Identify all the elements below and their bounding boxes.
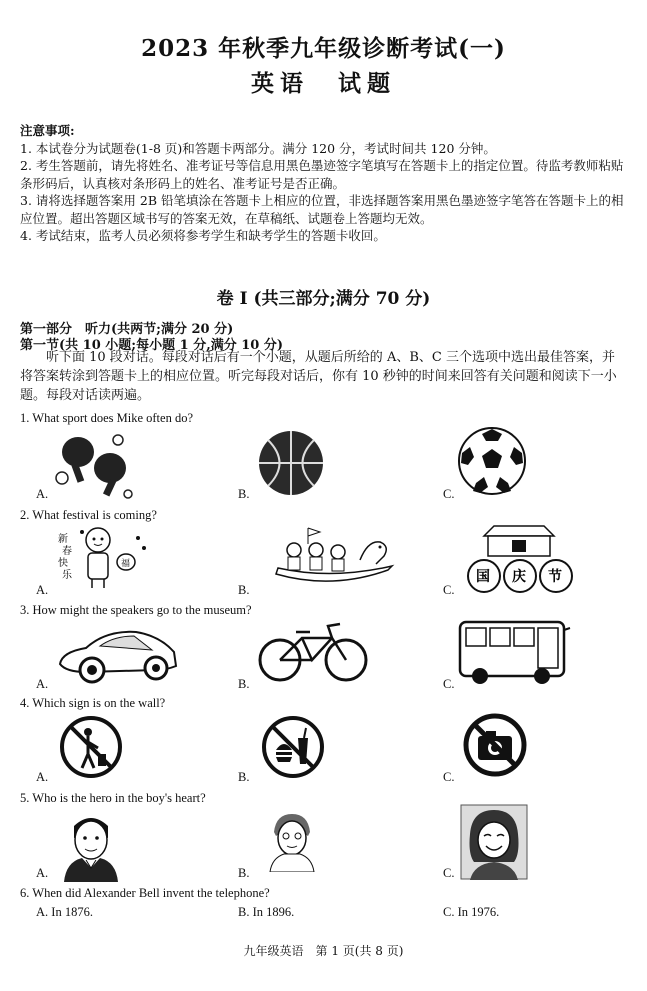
q5-option-a: A.	[36, 866, 49, 880]
question-3: 3. How might the speakers go to the museum?	[20, 603, 252, 617]
exam-title: 2023 年秋季九年级诊断考试(一)	[141, 35, 506, 62]
pic-char-4: 乐	[62, 570, 72, 581]
notice-item-4: 4. 考试结束，监考人员必须将参考学生和缺考学生的答题卡收回。	[20, 228, 386, 243]
pic-char-1: 新	[58, 534, 68, 545]
section-heading: 第一节(共 10 小题;每小题 1 分,满分 10 分)	[20, 338, 284, 353]
no-food-drink-sign-icon	[260, 714, 326, 780]
pic-char-2: 春	[62, 546, 72, 557]
question-1: 1. What sport does Mike often do?	[20, 411, 193, 425]
no-photos-sign-icon	[462, 712, 528, 778]
q2-option-b: B.	[238, 583, 250, 597]
portrait-2-icon	[262, 808, 322, 872]
page-footer: 九年级英语 第 1 页(共 8 页)	[243, 944, 404, 958]
notice-item-2: 2. 考生答题前，请先将姓名、准考证号等信息用黑色墨迹签字笔填写在答题卡上的指定位置。待监考教师粘贴条形码后，认真核对条形码上的姓名、准考证号是否正确。	[20, 158, 624, 191]
football-icon	[456, 425, 528, 497]
q4-option-a: A.	[36, 770, 49, 784]
portrait-1-icon	[58, 808, 124, 882]
pic-char-qing: 庆	[512, 569, 526, 585]
instructions: 听下面 10 段对话。每段对话后有一个小题，从题后所给的 A、B、C 三个选项中选出最佳答案，并将答案转涂到答题卡上的相应位置。听完每段对话后，你有 10 秒钟的时间来回答有关问题和阅读下一小题。每段对话读两遍。	[20, 350, 617, 403]
question-2: 2. What festival is coming?	[20, 508, 157, 522]
q1-option-b: B.	[238, 487, 250, 501]
q4-option-c: C.	[443, 770, 455, 784]
notice-section	[20, 122, 630, 245]
lantern-char: 福	[121, 559, 131, 569]
notice-heading: 注意事项:	[20, 123, 75, 138]
notice-item-1: 1. 本试卷分为试题卷(1-8 页)和答题卡两部分。满分 120 分，考试时间共 120 分钟。	[20, 140, 496, 156]
q3-option-c: C.	[443, 677, 455, 691]
q1-option-a: A.	[36, 487, 49, 501]
q3-option-b: B.	[238, 677, 250, 691]
q4-option-b: B.	[238, 770, 250, 784]
question-6: 6. When did Alexander Bell invent the telephone?	[20, 886, 270, 900]
q6-option-a: A. In 1876.	[36, 905, 93, 919]
q2-option-c: C.	[443, 583, 455, 597]
national-day-icon	[464, 518, 574, 598]
bicycle-icon	[256, 618, 370, 684]
portrait-3-icon	[460, 804, 528, 880]
dragon-boat-icon	[272, 520, 396, 590]
basketball-icon	[256, 428, 326, 498]
bus-icon	[456, 616, 572, 688]
exam-subtitle: 英语 试题	[251, 70, 396, 97]
spring-festival-icon	[52, 524, 152, 590]
pic-char-3: 快	[58, 558, 68, 569]
question-4: 4. Which sign is on the wall?	[20, 696, 166, 710]
no-littering-sign-icon	[58, 714, 124, 780]
q5-option-c: C.	[443, 866, 455, 880]
q1-option-c: C.	[443, 487, 455, 501]
part-heading: 第一部分 听力(共两节;满分 20 分)	[20, 322, 234, 337]
ping-pong-icon	[48, 428, 138, 500]
pic-char-guo: 国	[476, 569, 490, 585]
question-5: 5. Who is the hero in the boy's heart?	[20, 791, 206, 805]
car-icon	[56, 622, 180, 688]
q2-option-a: A.	[36, 583, 49, 597]
pic-char-jie: 节	[548, 569, 562, 585]
q6-option-b: B. In 1896.	[238, 905, 295, 919]
q6-option-c: C. In 1976.	[443, 905, 500, 919]
notice-item-3: 3. 请将选择题答案用 2B 铅笔填涂在答题卡上相应的位置，非选择题答案用黑色墨迹签字笔答在答题卡上的相应位置。超出答题区域书写的答案无效，在草稿纸、试题卷上答题均无效。	[20, 193, 624, 226]
q5-option-b: B.	[238, 866, 250, 880]
q3-option-a: A.	[36, 677, 49, 691]
volume-title: 卷 I (共三部分;满分 70 分)	[216, 289, 431, 309]
